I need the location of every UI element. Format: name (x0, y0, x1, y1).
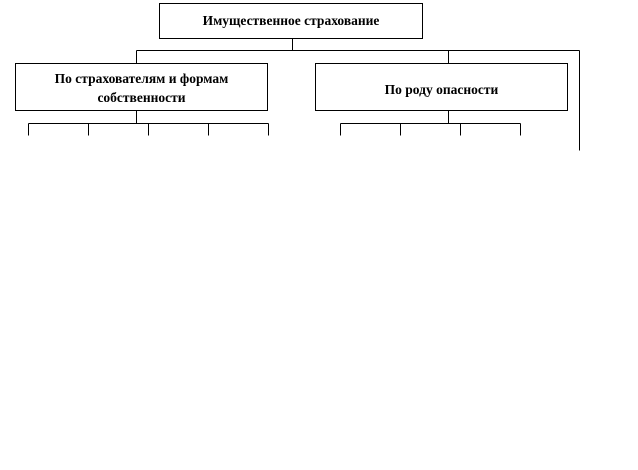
root-label: Имущественное страхование (202, 13, 380, 28)
ownership-subconnectors (29, 111, 269, 136)
child-label-ownership-line1: По страхователям и формам (54, 71, 229, 86)
child-label-ownership-line2: собственности (97, 90, 186, 105)
child-node-danger (316, 64, 568, 111)
child-label-danger: По роду опасности (384, 82, 499, 97)
child-node-ownership (16, 64, 268, 111)
root-node (160, 4, 423, 39)
danger-subconnectors (341, 111, 521, 136)
